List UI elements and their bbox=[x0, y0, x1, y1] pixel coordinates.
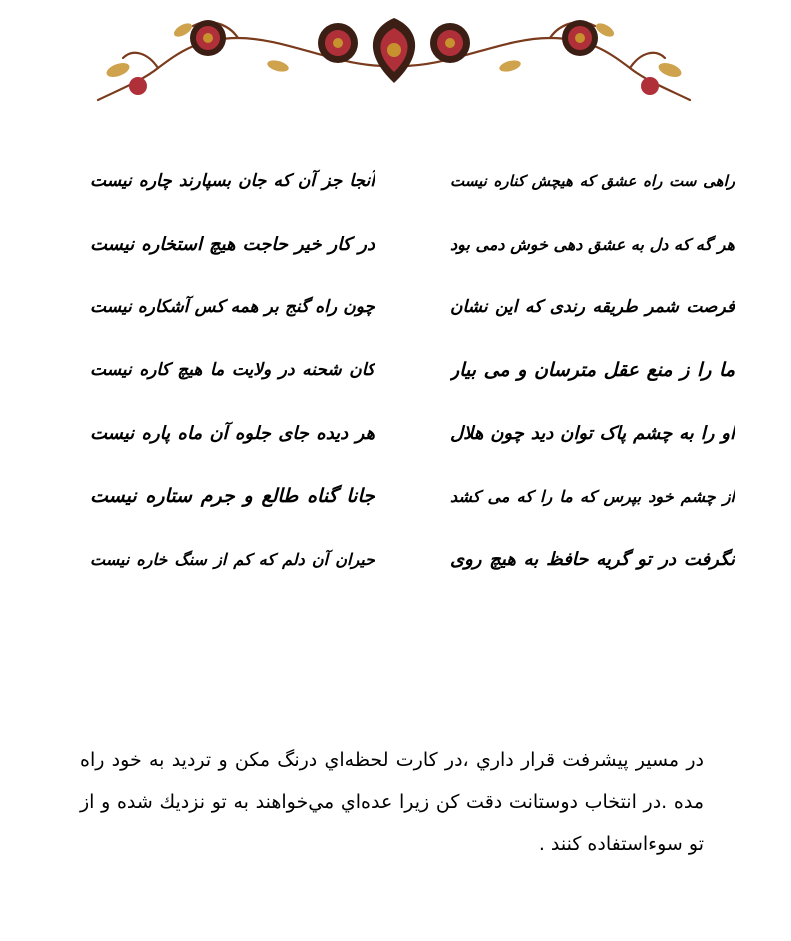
verse-right-2: هر گه که دل به عشق دهی خوش دمی بود bbox=[450, 235, 735, 254]
verse-right-6: از چشم خود بپرس که ما را که می کشد bbox=[450, 487, 735, 506]
verse-left-5: هر دیده جای جلوه آن ماه پاره نیست bbox=[90, 423, 375, 444]
verse-right-3: فرصت شمر طریقه رندی که این نشان bbox=[450, 297, 735, 317]
verse-left-2: در کار خیر حاجت هیچ استخاره نیست bbox=[90, 234, 375, 255]
verse-right-4: ما را ز منع عقل مترسان و می بیار bbox=[450, 359, 735, 381]
poem-right-column bbox=[450, 150, 735, 591]
verse-right-1: راهی ست راه عشق که هیچش کناره نیست bbox=[450, 172, 735, 190]
interpretation-paragraph: در مسير پيشرفت قرار داري ،در كارت لحظه‌اي درنگ مكن و ترديد به خود راه مده .در انتخاب دوستانت دقت كن زيرا عده‌اي مي‌خواهند به تو نزديك شده و از تو سوءاستفاده كنند . bbox=[80, 749, 704, 855]
verse-left-7: حیران آن دلم که کم از سنگ خاره نیست bbox=[90, 550, 375, 569]
verse-right-5: او را به چشم پاک توان دید چون هلال bbox=[450, 423, 735, 444]
verse-left-3: چون راه گنج بر همه کس آشکاره نیست bbox=[90, 297, 375, 317]
poem-ghazal bbox=[90, 150, 740, 590]
poem-left-column bbox=[90, 150, 375, 591]
verse-right-7: نگرفت در تو گریه حافظ به هیچ روی bbox=[450, 549, 735, 570]
floral-ornament-header bbox=[88, 8, 700, 108]
verse-left-6: جانا گناه طالع و جرم ستاره نیست bbox=[90, 485, 375, 507]
verse-left-1: آنجا جز آن که جان بسپارند چاره نیست bbox=[90, 171, 375, 191]
verse-left-4: کان شحنه در ولایت ما هیچ کاره نیست bbox=[90, 360, 375, 380]
